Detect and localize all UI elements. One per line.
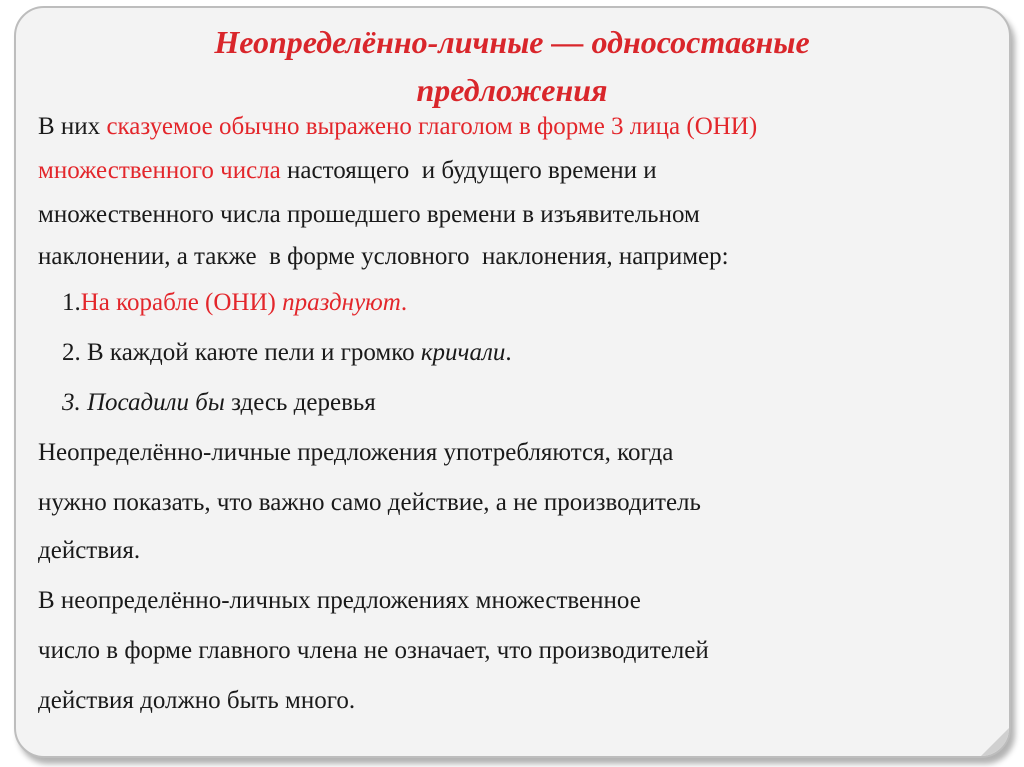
paragraph2-line3: действия. [38,537,141,564]
paragraph1-line4: наклонении, а также в форме условного наклонения, например: [38,243,729,270]
paragraph1-line3: множественного числа прошедшего времени в изъявительном [38,201,700,228]
example-1-text: На корабле (ОНИ) [80,289,283,316]
example-2-text: 2. В каждой каюте пели и громко [62,339,421,366]
p1-prefix: В них [38,113,107,140]
example-2-predicate: кричали [420,339,506,366]
example-1-predicate: празднуют [282,289,401,316]
p1-line2-rest: настоящего и будущего времени и [280,157,657,184]
example-1-number: 1. [62,289,81,316]
example-3-predicate: 3. Посадили бы [62,389,225,416]
example-2 [62,338,512,368]
paragraph2-line2: нужно показать, что важно само действие, а не производитель [38,489,701,516]
page-curl-decoration [981,728,1009,756]
example-3-text: здесь деревья [224,389,376,416]
title-line-2: предложения [416,72,608,108]
title-line-1: Неопределённо-личные — односоставные [214,24,810,60]
example-2-period: . [505,339,512,366]
paragraph1-line2 [38,156,657,186]
example-3 [62,388,376,418]
slide-title [0,18,1024,114]
paragraph2-line1: Неопределённо-личные предложения употребляются, когда [38,439,674,466]
p1-highlight-2: множественного числа [38,157,281,184]
paragraph3-line1: В неопределённо-личных предложениях множественное [38,587,641,614]
example-1 [62,288,407,318]
paragraph3-line2: число в форме главного члена не означает, что производителей [38,637,709,664]
paragraph3-line3: действия должно быть много. [38,687,356,714]
example-1-period: . [400,289,408,316]
paragraph1-line1 [38,112,757,142]
p1-highlight: сказуемое обычно выражено глаголом в форме 3 лица (ОНИ) [106,113,758,140]
